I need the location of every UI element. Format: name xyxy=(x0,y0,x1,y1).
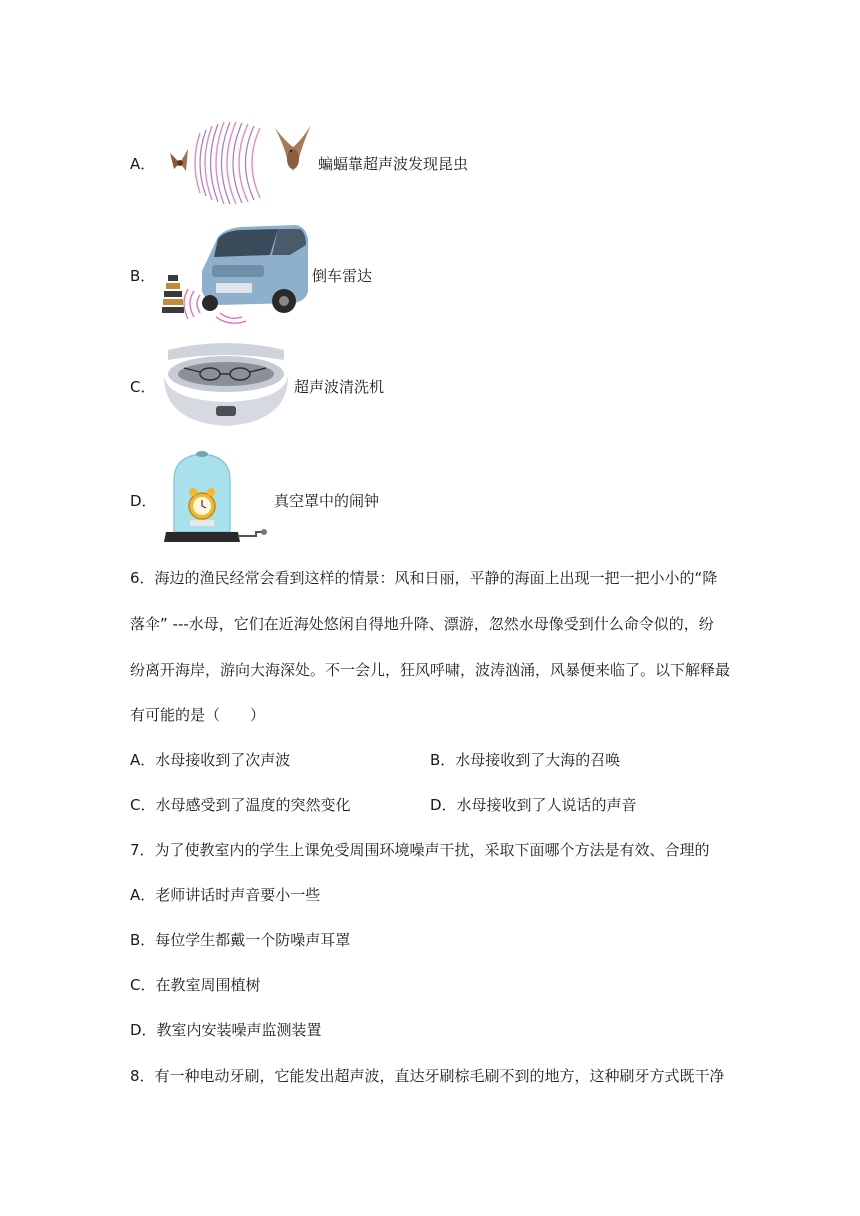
q7-option-b: B．每位学生都戴一个防噪声耳罩 xyxy=(130,931,351,949)
q6-option-b: B．水母接收到了大海的召唤 xyxy=(430,751,621,769)
q7-stem: 7．为了使教室内的学生上课免受周围环境噪声干扰，采取下面哪个方法是有效、合理的 xyxy=(130,841,710,859)
option-caption: 蝙蝠靠超声波发现昆虫 xyxy=(318,154,469,173)
option-caption: 真空罩中的闹钟 xyxy=(274,491,380,510)
option-letter: C． xyxy=(130,377,156,396)
option-letter: B． xyxy=(130,266,156,285)
q5-option-a xyxy=(130,118,468,208)
q6-stem-line-1: 6．海边的渔民经常会看到这样的情景：风和日丽，平静的海面上出现一把一把小小的“降 xyxy=(130,569,718,587)
q6-stem-line-2: 落伞” ---水母，它们在近海处悠闲自得地升降、漂游，忽然水母像受到什么命令似的，纷 xyxy=(130,615,714,633)
q7-option-d: D．教室内安装噪声监测装置 xyxy=(130,1021,322,1039)
option-letter: A． xyxy=(130,154,156,173)
car-reverse-radar-illustration xyxy=(160,225,310,325)
option-caption: 超声波清洗机 xyxy=(294,377,385,396)
q8-stem: 8．有一种电动牙刷，它能发出超声波，直达牙刷棕毛刷不到的地方，这种刷牙方式既干净 xyxy=(130,1067,725,1085)
bat-ultrasound-illustration xyxy=(160,118,316,208)
q5-option-c xyxy=(130,340,384,432)
option-caption: 倒车雷达 xyxy=(312,266,373,285)
bell-jar-alarm-clock-illustration xyxy=(160,450,272,550)
q5-option-b xyxy=(130,225,372,325)
q7-option-a: A．老师讲话时声音要小一些 xyxy=(130,886,321,904)
q6-option-d: D．水母接收到了人说话的声音 xyxy=(430,796,637,814)
q6-stem-line-3: 纷离开海岸，游向大海深处。不一会儿，狂风呼啸，波涛汹涌，风暴便来临了。以下解释最 xyxy=(130,661,731,679)
q7-option-c: C．在教室周围植树 xyxy=(130,976,261,994)
q6-option-a: A．水母接收到了次声波 xyxy=(130,751,291,769)
q6-stem-line-4: 有可能的是（ ） xyxy=(130,706,266,724)
q6-option-c: C．水母感受到了温度的突然变化 xyxy=(130,796,351,814)
ultrasonic-cleaner-illustration xyxy=(160,340,292,432)
option-letter: D． xyxy=(130,491,157,510)
q5-option-d xyxy=(130,450,379,550)
